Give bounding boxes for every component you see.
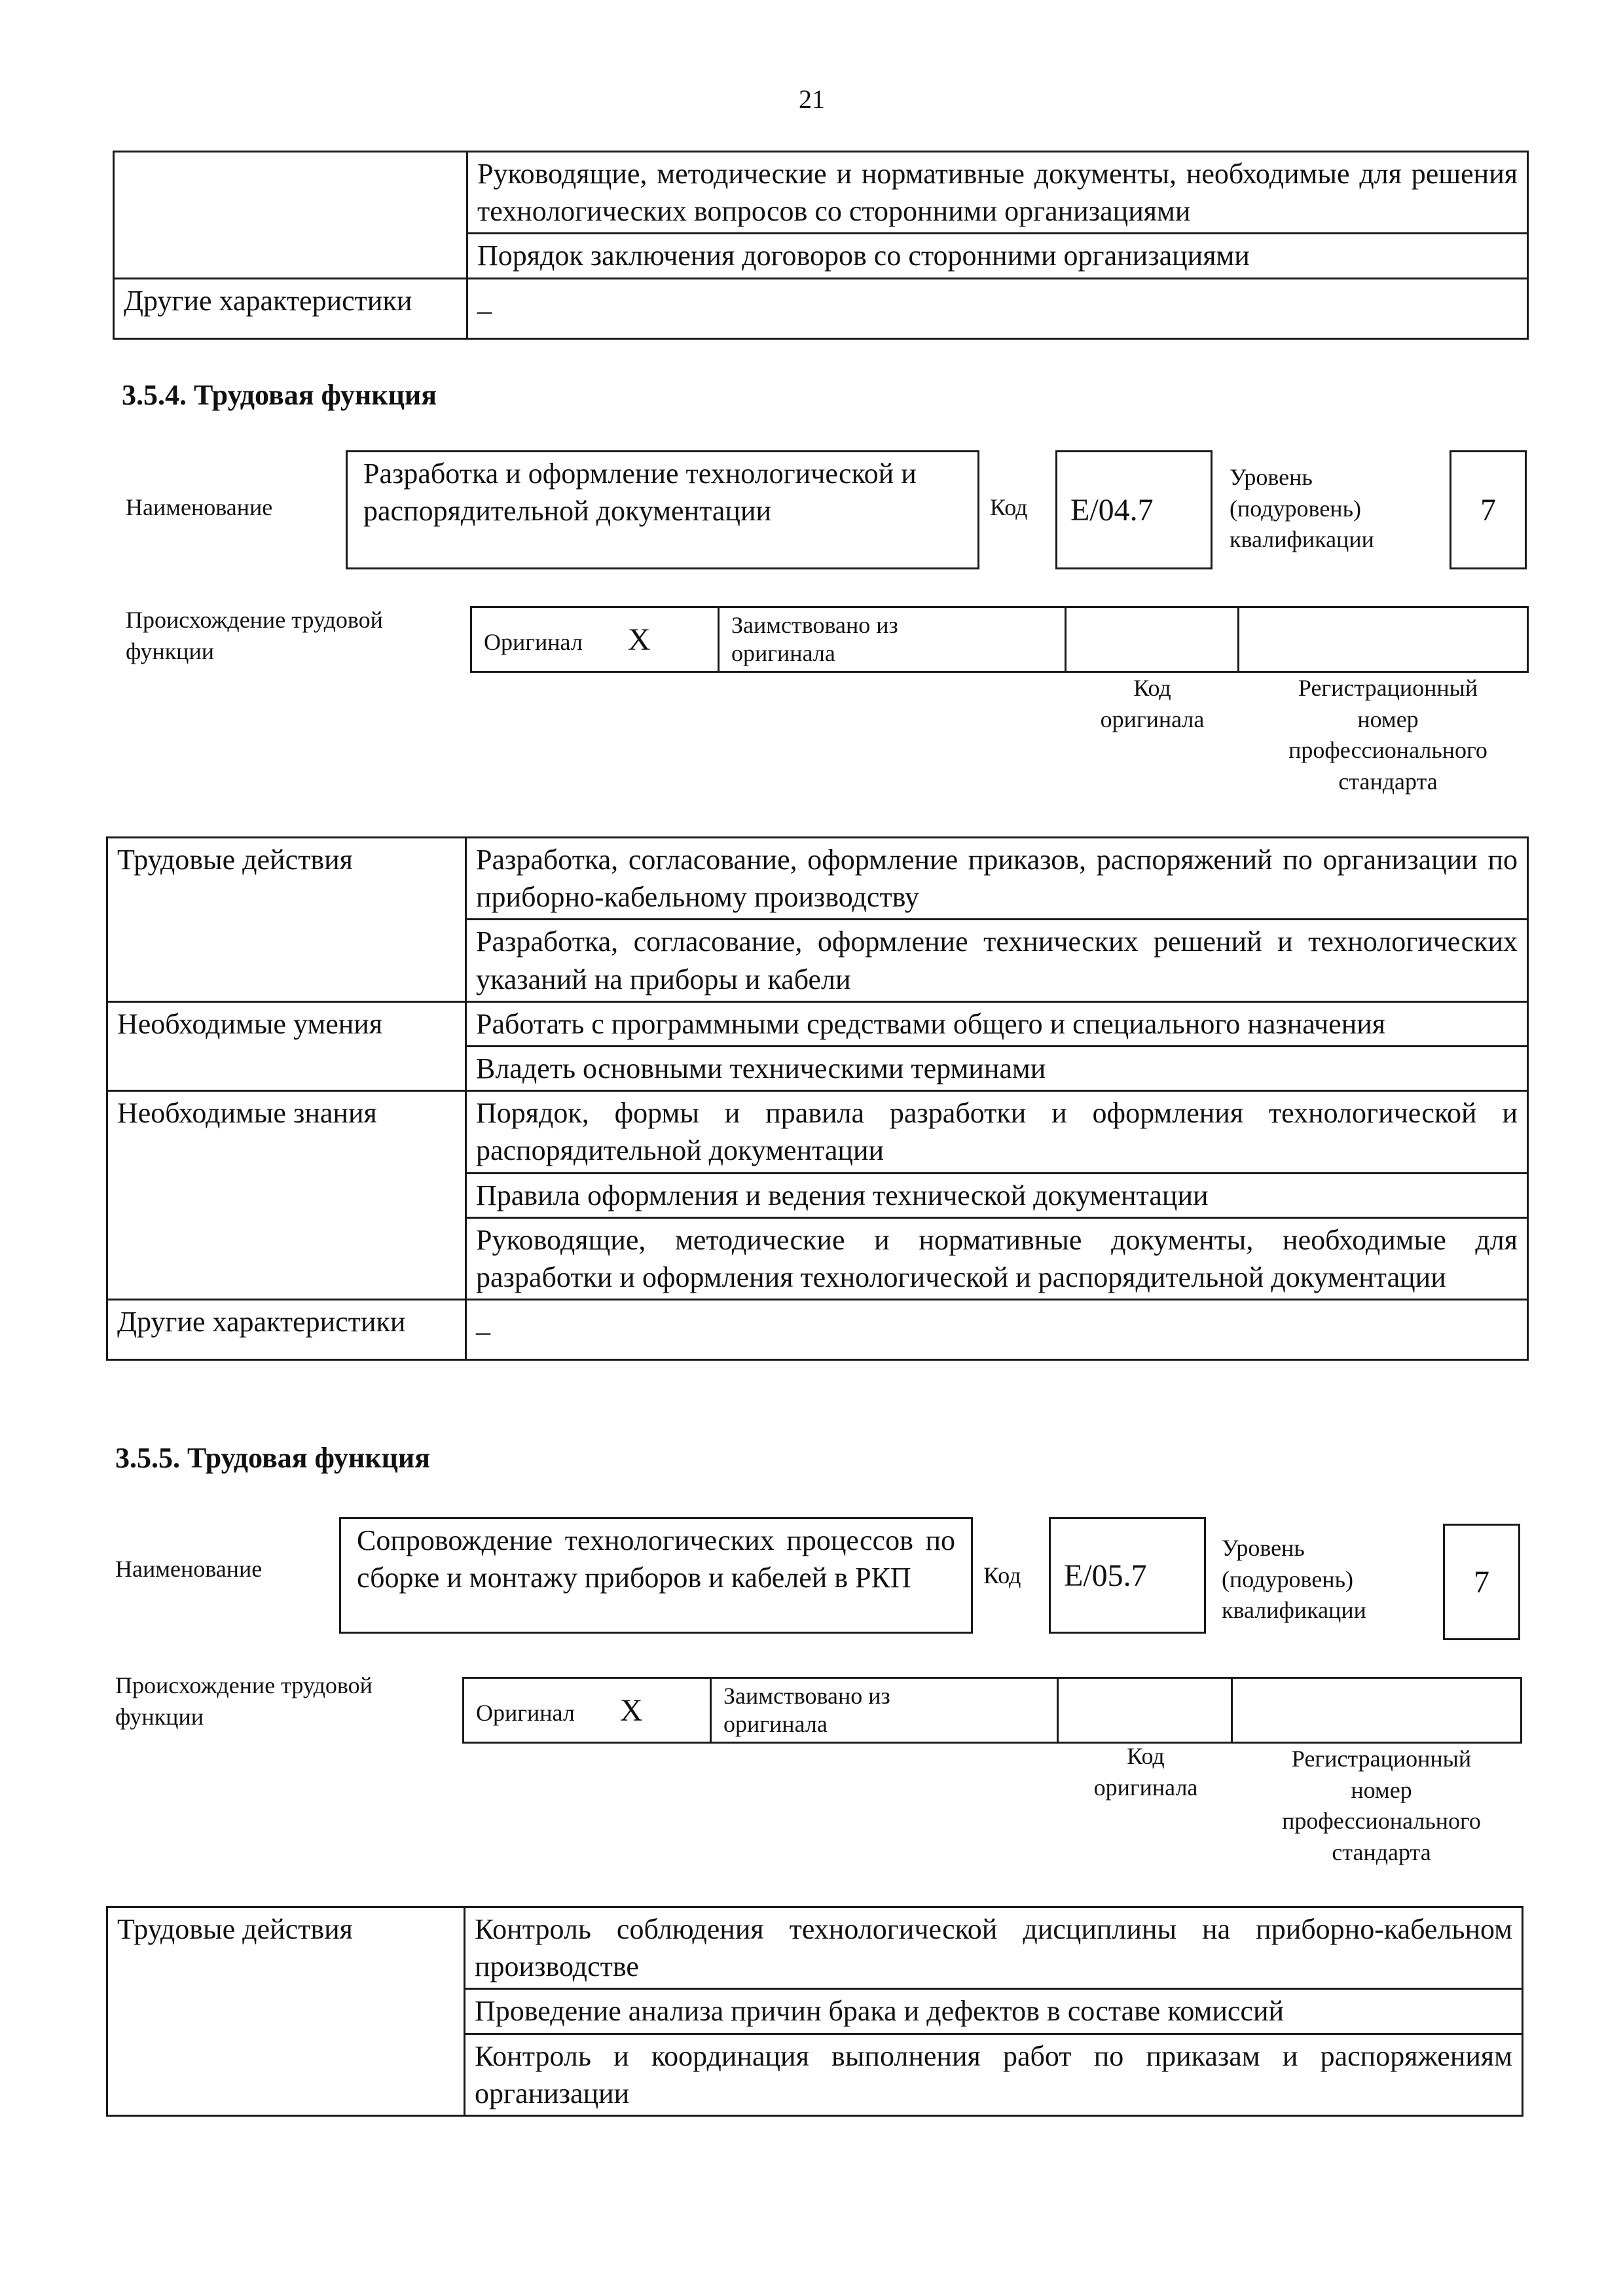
- original-code-caption: [1048, 673, 1257, 735]
- table-row: [107, 1907, 1523, 1989]
- qualification-level: 7: [1480, 492, 1496, 528]
- table-cell: Разработка, согласование, оформление приказов, распоряжений по организации по приборно-кабельному производству: [466, 838, 1528, 920]
- caption-line: Регистрационный: [1298, 675, 1478, 701]
- level-label: [1230, 462, 1374, 556]
- table-cell: Правила оформления и ведения технической документации: [466, 1173, 1528, 1217]
- row-label: Трудовые действия: [107, 838, 466, 1002]
- row-label: Необходимые умения: [107, 1001, 466, 1090]
- level-label-line: квалификации: [1222, 1597, 1366, 1624]
- table-row: [114, 152, 1528, 234]
- level-label-line: квалификации: [1230, 526, 1374, 553]
- borrowed-label-line: Заимствовано из: [723, 1682, 890, 1709]
- code-label: Код: [990, 494, 1028, 520]
- original-cell: [471, 607, 719, 672]
- table-cell: Контроль и координация выполнения работ по приказам и распоряжениям организации: [465, 2034, 1523, 2115]
- origin-label-line: Происхождение трудовой: [126, 607, 383, 633]
- table-row: [107, 1091, 1528, 1173]
- top-table: [113, 151, 1529, 340]
- row-label: [114, 152, 467, 279]
- original-code-cell: [1058, 1678, 1232, 1743]
- table-row: [107, 1300, 1528, 1360]
- registration-caption: [1237, 673, 1539, 797]
- borrowed-label-line: оригинала: [731, 640, 835, 666]
- page-number: 21: [799, 84, 825, 114]
- row-label: Необходимые знания: [107, 1091, 466, 1300]
- function-354-table: [106, 836, 1529, 1361]
- original-label: Оригинал: [484, 628, 583, 655]
- original-mark: X: [627, 622, 651, 657]
- caption-line: оригинала: [1100, 706, 1205, 732]
- function-code: E/05.7: [1064, 1558, 1147, 1593]
- table-cell: Руководящие, методические и нормативные документы, необходимые для решения технологических вопросов со сторонними организациями: [467, 152, 1528, 234]
- caption-line: Регистрационный: [1291, 1746, 1472, 1772]
- function-name-box: [346, 450, 979, 569]
- row-label: Другие характеристики: [114, 278, 467, 338]
- row-label: Другие характеристики: [107, 1300, 466, 1360]
- section-heading-355: 3.5.5. Трудовая функция: [115, 1442, 431, 1474]
- code-label: Код: [983, 1562, 1021, 1588]
- borrowed-label-line: оригинала: [723, 1711, 828, 1737]
- caption-line: Код: [1133, 675, 1171, 701]
- level-box: [1450, 450, 1527, 569]
- qualification-level: 7: [1474, 1564, 1489, 1600]
- caption-line: оригинала: [1093, 1774, 1198, 1801]
- section-heading-354: 3.5.4. Трудовая функция: [122, 379, 437, 411]
- borrowed-label-line: Заимствовано из: [731, 611, 898, 638]
- level-label-line: Уровень: [1222, 1535, 1305, 1561]
- level-box: [1443, 1524, 1520, 1640]
- original-code-caption: [1041, 1741, 1250, 1803]
- name-label: Наименование: [115, 1556, 263, 1582]
- function-355-table: [106, 1906, 1523, 2117]
- function-name-box: [339, 1517, 973, 1634]
- function-name: Разработка и оформление технологической и распорядительной документации: [363, 457, 917, 528]
- table-row: [107, 1001, 1528, 1046]
- name-label: Наименование: [126, 494, 273, 520]
- table-cell: Порядок, формы и правила разработки и оформления технологической и распорядительной документации: [466, 1091, 1528, 1173]
- level-label: [1222, 1533, 1366, 1626]
- origin-label-line: Происхождение трудовой: [115, 1672, 373, 1698]
- origin-label-line: функции: [126, 637, 214, 664]
- borrowed-cell: [719, 607, 1066, 672]
- caption-line: стандарта: [1332, 1839, 1431, 1865]
- level-label-line: (подуровень): [1230, 495, 1361, 522]
- registration-number-cell: [1232, 1678, 1522, 1743]
- caption-line: стандарта: [1338, 768, 1438, 795]
- original-code-cell: [1066, 607, 1239, 672]
- level-label-line: (подуровень): [1222, 1566, 1353, 1592]
- table-cell: Контроль соблюдения технологической дисциплины на приборно-кабельном производстве: [465, 1907, 1523, 1989]
- code-box: [1049, 1517, 1206, 1634]
- origin-label: [126, 605, 383, 667]
- function-name: Сопровождение технологических процессов по сборке и монтажу приборов и кабелей в РКП: [357, 1524, 955, 1594]
- table-cell: Работать с программными средствами общего и специального назначения: [466, 1001, 1528, 1046]
- table-cell: _: [466, 1300, 1528, 1360]
- caption-line: профессионального: [1282, 1808, 1481, 1835]
- caption-line: номер: [1357, 706, 1419, 732]
- caption-line: Код: [1127, 1743, 1165, 1769]
- registration-caption: [1231, 1744, 1532, 1868]
- table-cell: Разработка, согласование, оформление технических решений и технологических указаний на приборы и кабели: [466, 920, 1528, 1001]
- table-cell: Проведение анализа причин брака и дефектов в составе комиссий: [465, 1989, 1523, 2034]
- table-cell: Владеть основными техническими терминами: [466, 1046, 1528, 1090]
- original-label: Оригинал: [476, 1699, 575, 1726]
- function-code: E/04.7: [1070, 492, 1154, 528]
- level-label-line: Уровень: [1230, 464, 1313, 490]
- origin-label-line: функции: [115, 1703, 204, 1730]
- caption-line: номер: [1351, 1776, 1412, 1803]
- table-row: [107, 838, 1528, 920]
- borrowed-cell: [711, 1678, 1058, 1743]
- origin-label: [115, 1670, 373, 1732]
- registration-number-cell: [1239, 607, 1528, 672]
- original-cell: [464, 1678, 711, 1743]
- origin-table: [462, 1677, 1522, 1744]
- caption-line: профессионального: [1288, 737, 1487, 764]
- origin-table: [470, 606, 1529, 673]
- table-cell: Руководящие, методические и нормативные документы, необходимые для разработки и оформления технологической и распорядительной документации: [466, 1217, 1528, 1299]
- original-mark: X: [619, 1693, 643, 1728]
- row-label: Трудовые действия: [107, 1907, 465, 2116]
- table-row: [114, 278, 1528, 338]
- table-cell: _: [467, 278, 1528, 338]
- code-box: [1055, 450, 1213, 569]
- table-cell: Порядок заключения договоров со сторонними организациями: [467, 234, 1528, 278]
